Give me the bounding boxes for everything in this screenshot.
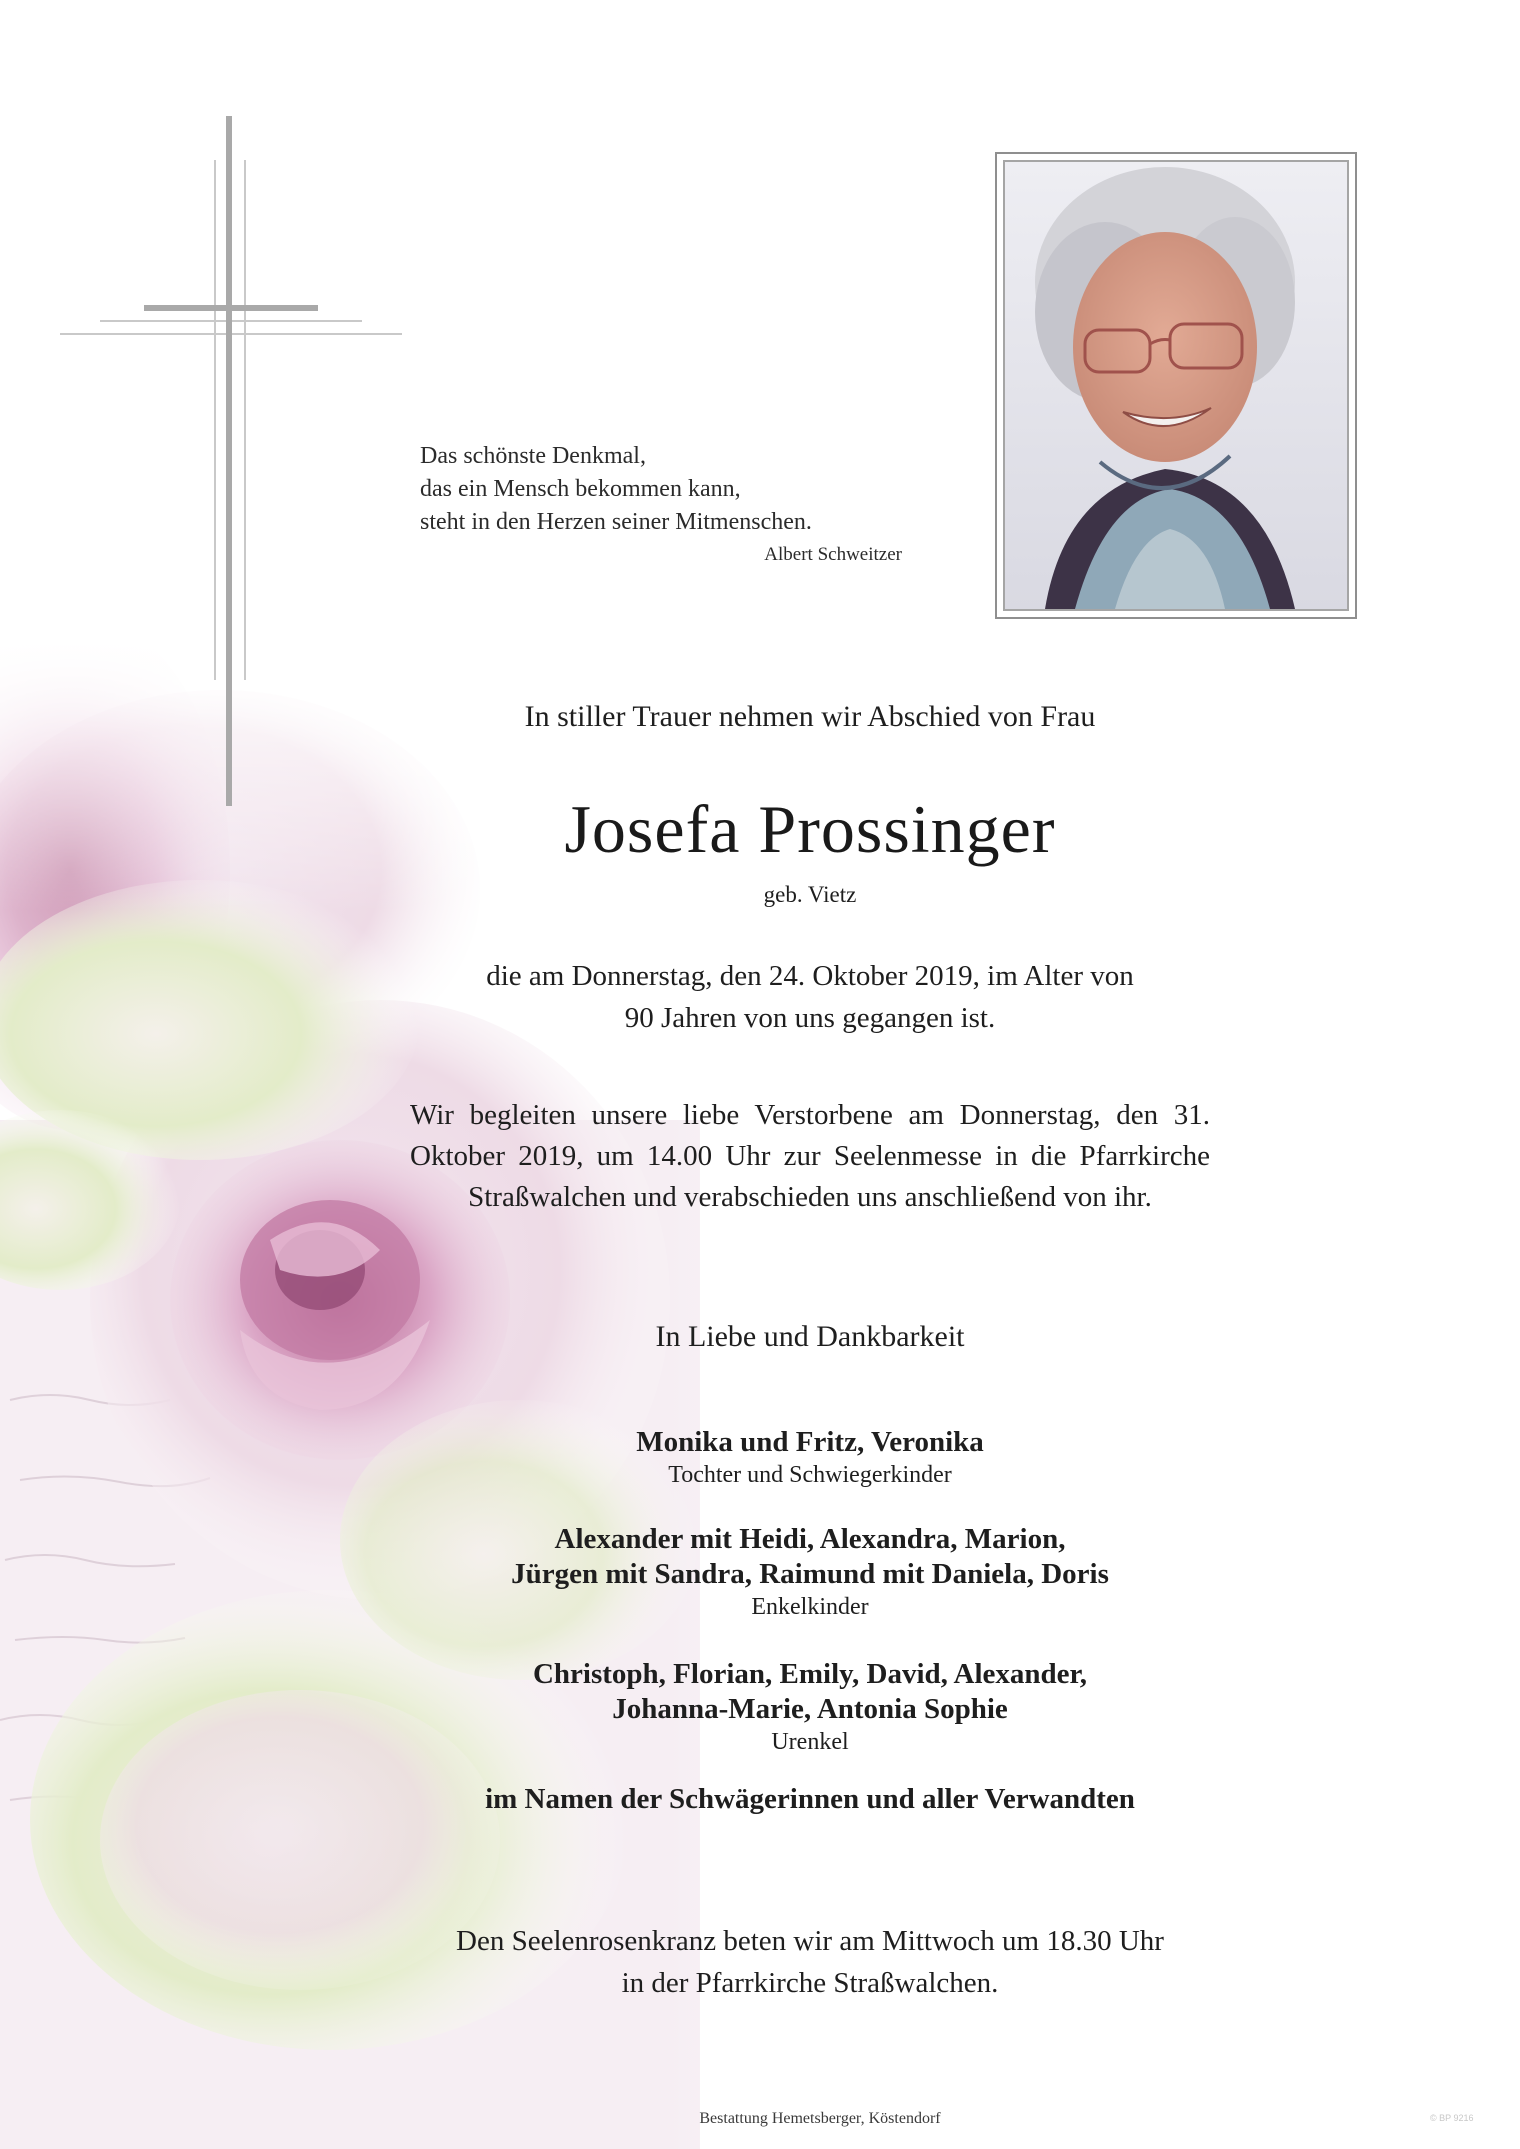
death-notice-line: 90 Jahren von uns gegangen ist. [624, 1002, 996, 1034]
family-role: Urenkel [771, 1729, 849, 1755]
death-notice [395, 955, 1225, 1039]
memorial-quote [420, 440, 920, 539]
family-names: Monika und Fritz, Veronika [636, 1426, 984, 1458]
cross-line-thin-right [244, 160, 246, 680]
family-role: Enkelkinder [751, 1594, 869, 1620]
deceased-name: Josefa Prossinger [564, 791, 1056, 867]
cross-line-thin-left [214, 160, 216, 680]
cross-vertical-beam [226, 116, 232, 806]
quote-line: steht in den Herzen seiner Mitmenschen. [420, 509, 812, 535]
portrait-image [1005, 162, 1347, 609]
rosary-line: in der Pfarrkirche Straßwalchen. [621, 1967, 999, 1999]
family-names: Jürgen mit Sandra, Raimund mit Daniela, Doris [511, 1558, 1109, 1590]
family-group-children [395, 1425, 1225, 1490]
footer-code: © BP 9216 [1430, 2113, 1474, 2123]
rosary-notice [395, 1920, 1225, 2004]
intro-text: In stiller Trauer nehmen wir Abschied von Frau [524, 700, 1096, 733]
family-names: Alexander mit Heidi, Alexandra, Marion, [554, 1523, 1066, 1555]
funeral-notice: Wir begleiten unsere liebe Verstorbene am Donnerstag, den 31. Oktober 2019, um 14.00 Uhr zur Seelenmesse in die Pfarrkirche Straßwalchen und verabschieden uns anschließend von ihr. [410, 1099, 1210, 1213]
rosary-line: Den Seelenrosenkranz beten wir am Mittwoch um 18.30 Uhr [456, 1925, 1164, 1957]
quote-line: das ein Mensch bekommen kann, [420, 476, 741, 502]
maiden-name: geb. Vietz [763, 882, 857, 907]
death-notice-line: die am Donnerstag, den 24. Oktober 2019, im Alter von [486, 960, 1134, 992]
relatives-line: im Namen der Schwägerinnen und aller Verwandten [485, 1783, 1135, 1815]
portrait-photo [1003, 160, 1349, 611]
family-names: Christoph, Florian, Emily, David, Alexander, [532, 1658, 1088, 1690]
portrait-frame [995, 152, 1357, 619]
family-group-grandchildren [395, 1522, 1225, 1622]
family-names: Johanna-Marie, Antonia Sophie [612, 1693, 1008, 1725]
undertaker-footer: Bestattung Hemetsberger, Köstendorf [699, 2110, 941, 2127]
cross-horizontal-beam [144, 305, 318, 311]
family-role: Tochter und Schwiegerkinder [668, 1462, 952, 1488]
quote-author: Albert Schweitzer [764, 544, 902, 565]
closing-phrase: In Liebe und Dankbarkeit [655, 1320, 965, 1353]
quote-line: Das schönste Denkmal, [420, 443, 646, 469]
family-group-great-grandchildren [395, 1657, 1225, 1757]
